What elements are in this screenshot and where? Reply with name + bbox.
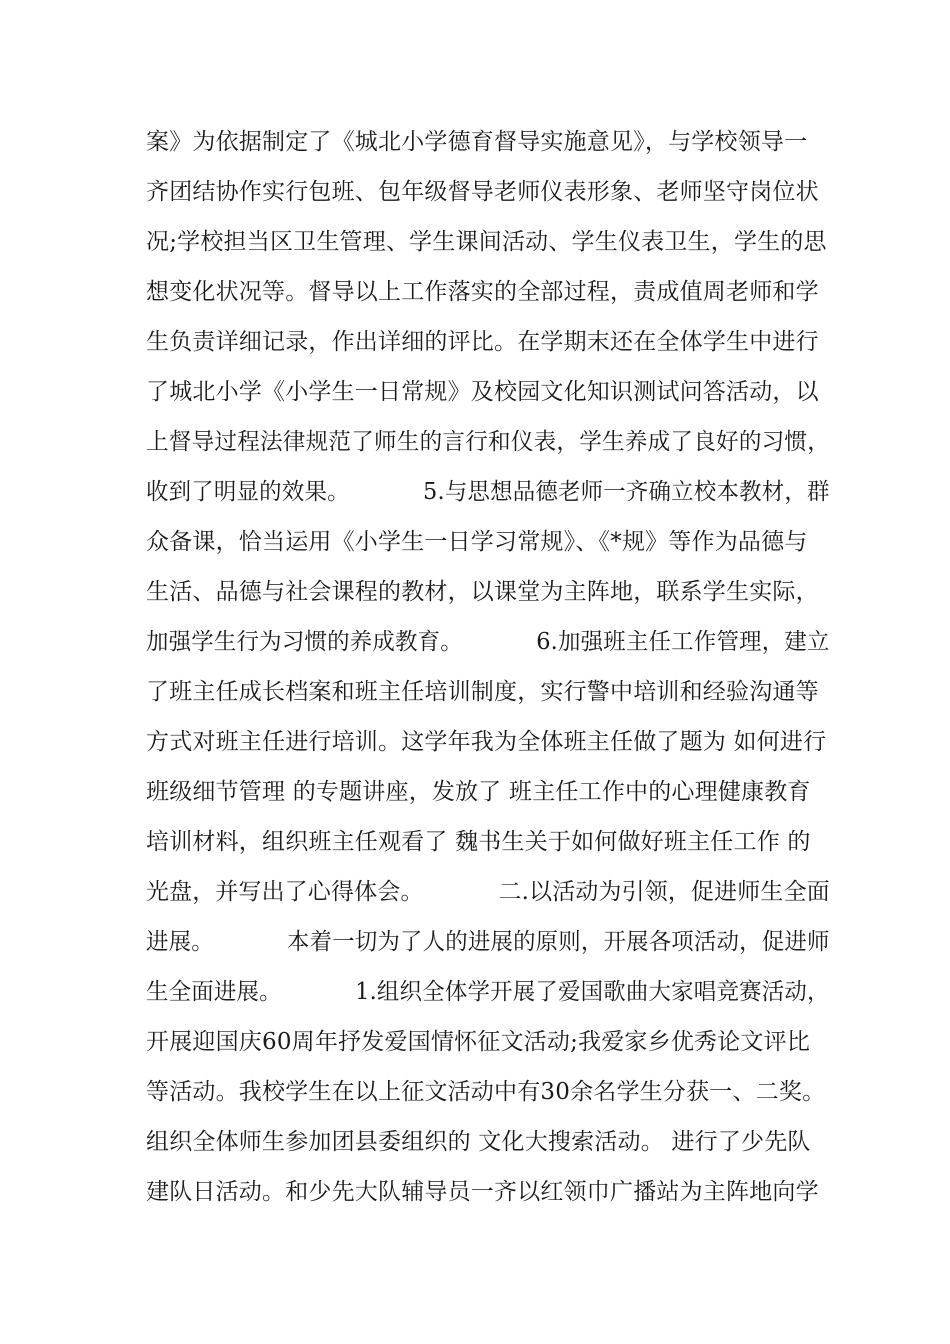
text-line: 收到了明显的效果。 5.与思想品德老师一齐确立校本教材，群 — [146, 479, 830, 505]
text-line: 开展迎国庆60周年抒发爱国情怀征文活动;我爱家乡优秀论文评比 — [146, 1029, 811, 1055]
text-line: 组织全体师生参加团县委组织的 文化大搜索活动。 进行了少先队 — [146, 1129, 811, 1155]
text-line: 光盘，并写出了心得体会。 二.以活动为引领，促进师生全面 — [146, 879, 830, 905]
text-line: 况;学校担当区卫生管理、学生课间活动、学生仪表卫生，学生的思 — [146, 229, 827, 255]
text-line: 生全面进展。 1.组织全体学开展了爱国歌曲大家唱竞赛活动， — [146, 979, 830, 1005]
text-line: 生负责详细记录，作出详细的评比。在学期末还在全体学生中进行 — [146, 329, 819, 355]
text-line: 齐团结协作实行包班、包年级督导老师仪表形象、老师坚守岗位状 — [146, 179, 819, 205]
text-line: 建队日活动。和少先大队辅导员一齐以红领巾广播站为主阵地向学 — [146, 1179, 819, 1205]
text-line: 生活、品德与社会课程的教材，以课堂为主阵地，联系学生实际， — [146, 579, 819, 605]
text-line: 上督导过程法律规范了师生的言行和仪表，学生养成了良好的习惯， — [146, 429, 831, 455]
text-line: 进展。 本着一切为了人的进展的原则，开展各项活动，促进师 — [146, 929, 830, 955]
text-line: 想变化状况等。督导以上工作落实的全部过程，责成值周老师和学 — [146, 279, 819, 305]
text-line: 案》为依据制定了《城北小学德育督导实施意见》，与学校领导一 — [146, 129, 808, 155]
text-line: 方式对班主任进行培训。这学年我为全体班主任做了题为 如何进行 — [146, 729, 827, 755]
text-line: 加强学生行为习惯的养成教育。 6.加强班主任工作管理，建立 — [146, 629, 830, 655]
text-line: 等活动。我校学生在以上征文活动中有30余名学生分获一、二奖。 — [146, 1079, 826, 1105]
text-line: 了班主任成长档案和班主任培训制度，实行警中培训和经验沟通等 — [146, 679, 819, 705]
text-line: 班级细节管理 的专题讲座，发放了 班主任工作中的心理健康教育 — [146, 779, 811, 805]
text-line: 众备课，恰当运用《小学生一日学习常规》、《*规》等作为品德与 — [146, 529, 808, 555]
text-line: 培训材料，组织班主任观看了 魏书生关于如何做好班主任工作 的 — [146, 829, 811, 855]
text-line: 了城北小学《小学生一日常规》及校园文化知识测试问答活动，以 — [146, 379, 819, 405]
